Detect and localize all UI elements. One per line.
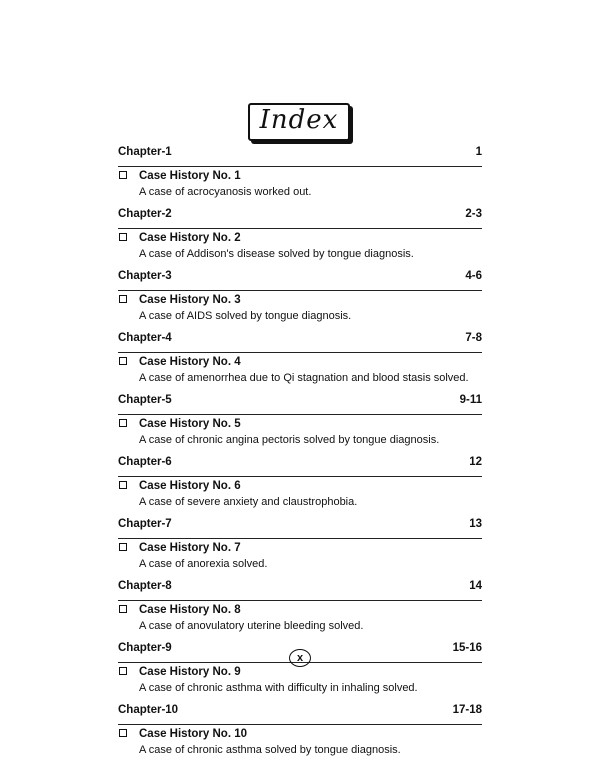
chapter-pages: 12: [469, 456, 482, 468]
case-row: [118, 167, 482, 184]
chapter-pages: 9-11: [459, 394, 482, 406]
index-title-frame: [248, 103, 350, 141]
case-description: A case of AIDS solved by tongue diagnosis.: [139, 310, 352, 322]
case-description: A case of acrocyanosis worked out.: [139, 186, 312, 198]
case-history-label: Case History No. 5: [139, 418, 241, 430]
case-row: [118, 353, 482, 370]
case-description: A case of chronic asthma with difficulty in inhaling solved.: [139, 682, 418, 694]
case-history-label: Case History No. 4: [139, 356, 241, 368]
checkbox-square-icon: [119, 605, 127, 613]
case-row: [118, 291, 482, 308]
case-history-label: Case History No. 1: [139, 170, 241, 182]
chapter-row: [118, 141, 482, 167]
chapter-label: Chapter-8: [118, 580, 172, 592]
checkbox-square-icon: [119, 481, 127, 489]
table-of-contents: [118, 141, 482, 761]
case-description-row: [118, 494, 482, 513]
case-description: A case of chronic asthma solved by tongue diagnosis.: [139, 744, 401, 756]
case-row: [118, 229, 482, 246]
chapter-row: [118, 451, 482, 477]
case-history-label: Case History No. 8: [139, 604, 241, 616]
chapter-label: Chapter-1: [118, 146, 172, 158]
chapter-label: Chapter-9: [118, 642, 172, 654]
case-description: A case of amenorrhea due to Qi stagnation and blood stasis solved.: [139, 372, 469, 384]
checkbox-square-icon: [119, 171, 127, 179]
case-row: [118, 539, 482, 556]
case-history-label: Case History No. 3: [139, 294, 241, 306]
page-number: x: [289, 649, 311, 667]
case-history-label: Case History No. 9: [139, 666, 241, 678]
checkbox-square-icon: [119, 729, 127, 737]
case-row: [118, 415, 482, 432]
case-description: A case of severe anxiety and claustrophobia.: [139, 496, 358, 508]
page-title: Index: [259, 105, 339, 135]
chapter-row: [118, 203, 482, 229]
case-description: A case of anovulatory uterine bleeding solved.: [139, 620, 364, 632]
chapter-pages: 17-18: [452, 704, 482, 716]
chapter-label: Chapter-10: [118, 704, 179, 716]
chapter-pages: 2-3: [465, 208, 482, 220]
case-description-row: [118, 370, 482, 389]
case-description: A case of chronic angina pectoris solved by tongue diagnosis.: [139, 434, 440, 446]
chapter-row: [118, 699, 482, 725]
case-history-label: Case History No. 7: [139, 542, 241, 554]
checkbox-square-icon: [119, 543, 127, 551]
chapter-pages: 13: [469, 518, 482, 530]
chapter-row: [118, 327, 482, 353]
checkbox-square-icon: [119, 357, 127, 365]
case-description-row: [118, 308, 482, 327]
case-row: [118, 601, 482, 618]
chapter-label: Chapter-4: [118, 332, 172, 344]
chapter-pages: 14: [469, 580, 482, 592]
chapter-pages: 1: [475, 146, 482, 158]
chapter-pages: 7-8: [465, 332, 482, 344]
chapter-label: Chapter-5: [118, 394, 172, 406]
case-description-row: [118, 742, 482, 761]
checkbox-square-icon: [119, 419, 127, 427]
case-description-row: [118, 618, 482, 637]
checkbox-square-icon: [119, 667, 127, 675]
case-description: A case of Addison's disease solved by tongue diagnosis.: [139, 248, 414, 260]
chapter-label: Chapter-7: [118, 518, 172, 530]
case-row: [118, 725, 482, 742]
chapter-row: [118, 265, 482, 291]
case-description-row: [118, 432, 482, 451]
case-description-row: [118, 184, 482, 203]
case-description-row: [118, 680, 482, 699]
case-history-label: Case History No. 10: [139, 728, 248, 740]
chapter-label: Chapter-6: [118, 456, 172, 468]
chapter-label: Chapter-2: [118, 208, 172, 220]
case-history-label: Case History No. 6: [139, 480, 241, 492]
chapter-row: [118, 389, 482, 415]
case-row: [118, 477, 482, 494]
case-description-row: [118, 556, 482, 575]
chapter-label: Chapter-3: [118, 270, 172, 282]
checkbox-square-icon: [119, 233, 127, 241]
chapter-row: [118, 575, 482, 601]
checkbox-square-icon: [119, 295, 127, 303]
case-history-label: Case History No. 2: [139, 232, 241, 244]
chapter-row: [118, 513, 482, 539]
case-description: A case of anorexia solved.: [139, 558, 268, 570]
case-description-row: [118, 246, 482, 265]
chapter-pages: 4-6: [465, 270, 482, 282]
chapter-pages: 15-16: [452, 642, 482, 654]
